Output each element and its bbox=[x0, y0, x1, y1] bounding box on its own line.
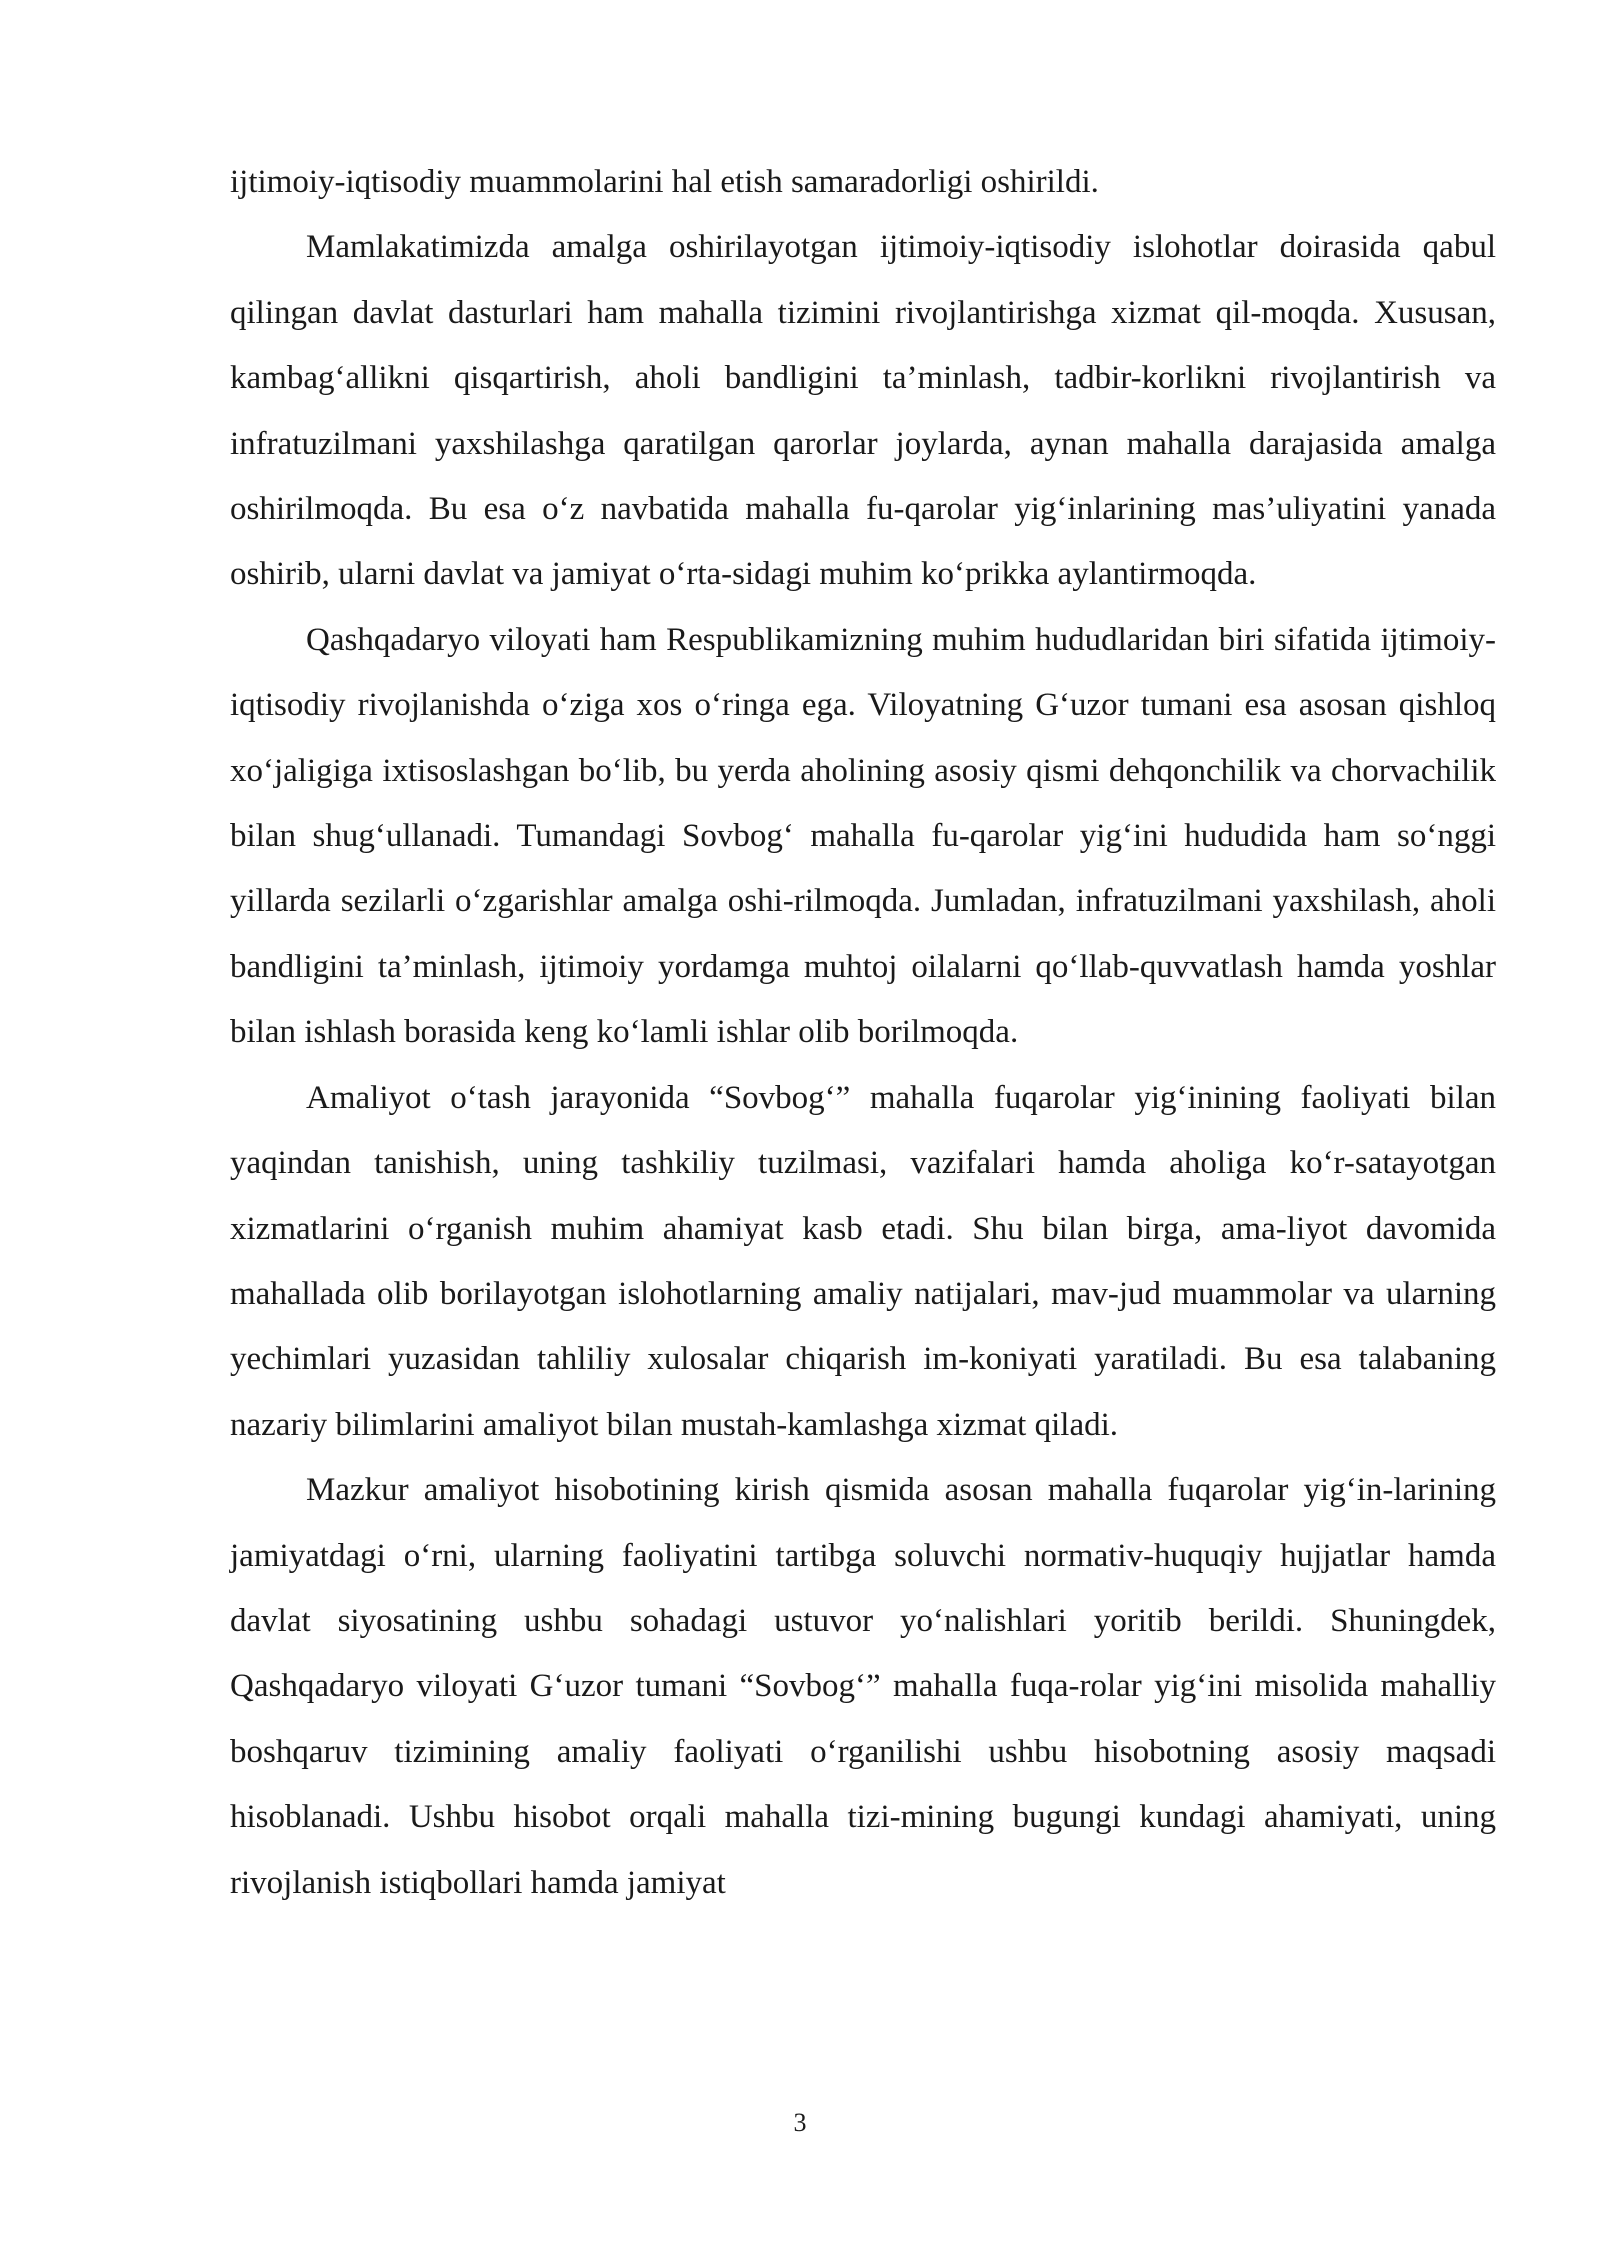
paragraph: Qashqadaryo viloyati ham Respublikamizning muhim hududlaridan biri sifatida ijtimoiy-iqtisodiy rivojlanishda o‘ziga xos o‘ringa ega. Viloyatning G‘uzor tumani esa asosan qishloq xo‘jaligiga ixtisoslashgan bo‘lib, bu yerda aholining asosiy qismi dehqonchilik va chorvachilik bilan shug‘ullanadi. Tumandagi Sovbog‘ mahalla fu-qarolar yig‘ini hududida ham so‘nggi yillarda sezilarli o‘zgarishlar amalga oshi-rilmoqda. Jumladan, infratuzilmani yaxshilash, aholi bandligini ta’minlash, ijtimoiy yordamga muhtoj oilalarni qo‘llab-quvvatlash hamda yoshlar bilan ishlash borasida keng ko‘lamli ishlar olib borilmoqda. bbox=[230, 621, 1496, 1051]
page-number: 3 bbox=[793, 2108, 807, 2137]
paragraph-continuation: ijtimoiy-iqtisodiy muammolarini hal etish samaradorligi oshirildi. bbox=[230, 164, 1099, 200]
paragraph: Mazkur amaliyot hisobotining kirish qismida asosan mahalla fuqarolar yig‘in-larining jamiyatdagi o‘rni, ularning faoliyatini tartibga soluvchi normativ-huquqiy hujjatlar hamda davlat siyosatining ushbu sohadagi ustuvor yo‘nalishlari yoritib berildi. Shuningdek, Qashqadaryo viloyati G‘uzor tumani “Sovbog‘” mahalla fuqa-rolar yig‘ini misolida mahalliy boshqaruv tizimining amaliy faoliyati o‘rganilishi ushbu hisobotning asosiy maqsadi hisoblanadi. Ushbu hisobot orqali mahalla tizi-mining bugungi kundagi ahamiyati, uning rivojlanish istiqbollari hamda jamiyat bbox=[230, 1472, 1496, 1901]
paragraph: Amaliyot o‘tash jarayonida “Sovbog‘” mahalla fuqarolar yig‘inining faoliyati bilan yaqindan tanishish, uning tashkiliy tuzilmasi, vazifalari hamda aholiga ko‘r-satayotgan xizmatlarini o‘rganish muhim ahamiyat kasb etadi. Shu bilan birga, ama-liyot davomida mahallada olib borilayotgan islohotlarning amaliy natijalari, mav-jud muammolar va ularning yechimlari yuzasidan tahliliy xulosalar chiqarish im-koniyati yaratiladi. Bu esa talabaning nazariy bilimlarini amaliyot bilan mustah-kamlashga xizmat qiladi. bbox=[230, 1079, 1496, 1443]
paragraph: Mamlakatimizda amalga oshirilayotgan ijtimoiy-iqtisodiy islohotlar doirasida qabul qilingan davlat dasturlari ham mahalla tizimini rivojlantirishga xizmat qil-moqda. Xususan, kambag‘allikni qisqartirish, aholi bandligini ta’minlash, tadbir-korlikni rivojlantirish va infratuzilmani yaxshilashga qaratilgan qarorlar joylarda, aynan mahalla darajasida amalga oshirilmoqda. Bu esa o‘z navbatida mahalla fu-qarolar yig‘inlarining mas’uliyatini yanada oshirib, ularni davlat va jamiyat o‘rta-sidagi muhim ko‘prikka aylantirmoqda. bbox=[230, 229, 1496, 593]
body-text bbox=[230, 150, 1496, 1916]
